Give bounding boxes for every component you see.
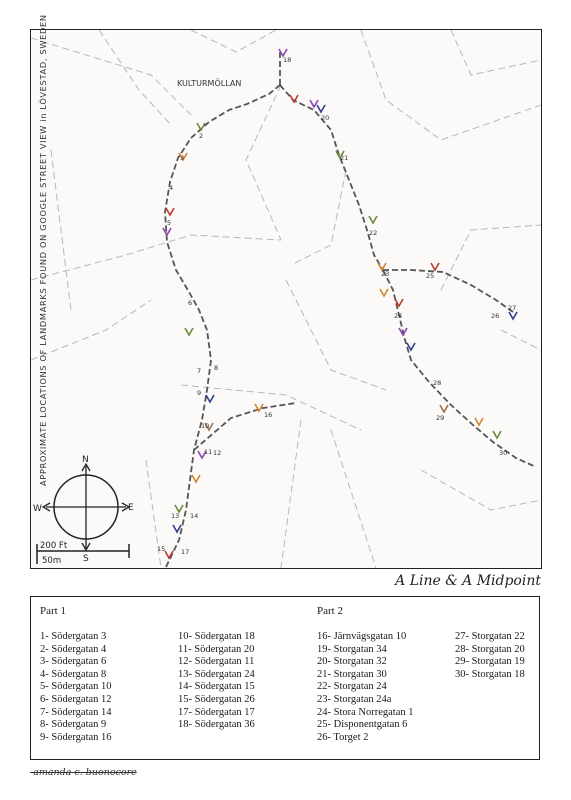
point-label: 23: [381, 270, 390, 278]
point-label: 26: [491, 312, 500, 320]
compass-west: W: [33, 504, 42, 514]
point-label: 21: [340, 154, 349, 162]
landmark-marker: [493, 431, 501, 438]
point-label: 5: [167, 219, 172, 227]
landmark-marker: [175, 505, 183, 512]
point-label: 27: [508, 304, 517, 312]
legend-item: 21- Storgatan 30: [317, 668, 387, 680]
point-label: 25: [426, 272, 435, 280]
legend-item: 24- Stora Norregatan 1: [317, 706, 414, 718]
legend-item: 7- Södergatan 14: [40, 706, 112, 718]
legend-item: 29- Storgatan 19: [455, 656, 525, 668]
point-label: 7: [197, 367, 202, 375]
landmark-marker: [173, 525, 181, 532]
landmark-marker: [509, 312, 517, 319]
legend-item: 4- Södergatan 8: [40, 668, 107, 680]
legend-item: 1- Södergatan 3: [40, 631, 107, 642]
landmark-marker: [380, 289, 388, 296]
landmark-markers: [163, 49, 517, 558]
compass-south: S: [83, 554, 89, 564]
legend-item: 2- Södergatan 4: [40, 643, 107, 655]
legend-item: 30- Storgatan 18: [455, 668, 525, 680]
point-label: 13: [171, 512, 180, 520]
point-label: 3: [180, 154, 185, 162]
landmark-marker: [166, 208, 174, 215]
legend-item: 12- Södergatan 11: [178, 656, 255, 668]
legend-part2-col2: [455, 631, 525, 681]
point-label: 8: [214, 364, 219, 372]
landmark-marker: [440, 405, 448, 412]
legend-item: 16- Järnvägsgatan 10: [317, 631, 407, 642]
legend-item: 18- Södergatan 36: [178, 719, 255, 731]
map-area: [30, 14, 542, 569]
legend-part1-col2: [178, 631, 255, 732]
landmark-marker: [206, 395, 214, 402]
landmark-marker: [378, 263, 386, 270]
scale-feet: 200 Ft: [40, 541, 68, 551]
point-label: 12: [213, 449, 222, 457]
legend-item: 14- Södergatan 15: [178, 681, 255, 693]
legend-item: 13- Södergatan 24: [178, 668, 255, 680]
point-label: 20: [321, 114, 330, 122]
legend-part1-heading: Part 1: [40, 605, 66, 617]
legend-item: 3- Södergatan 6: [40, 656, 107, 668]
point-label: 28: [433, 379, 442, 387]
legend-item: 10- Södergatan 18: [178, 631, 255, 642]
point-label: 22: [369, 229, 378, 237]
artist-signature: -amanda c. buonocore: [30, 767, 137, 778]
point-label: 11: [204, 448, 213, 456]
point-label: 4: [169, 184, 174, 192]
point-label: 24: [394, 312, 403, 320]
page-title: A Line & A Midpoint: [395, 573, 541, 589]
legend-item: 15- Södergatan 26: [178, 693, 255, 705]
legend-item: 9- Södergatan 16: [40, 731, 112, 743]
point-label: 29: [436, 414, 445, 422]
point-label: 2: [199, 132, 204, 140]
legend-item: 8- Södergatan 9: [40, 719, 107, 731]
point-label: 17: [181, 548, 190, 556]
legend-item: 17- Södergatan 17: [178, 706, 255, 718]
compass-north: N: [82, 455, 89, 465]
street-outlines: [31, 14, 541, 568]
route-line: [165, 50, 536, 567]
legend-item: 11- Södergatan 20: [178, 643, 255, 655]
legend-part2-col1: [317, 631, 414, 744]
point-label: 6: [188, 299, 193, 307]
landmark-marker: [197, 123, 205, 130]
point-label: 18: [283, 56, 292, 64]
legend-part1-col1: [40, 631, 112, 744]
legend-item: 5- Södergatan 10: [40, 681, 112, 693]
point-label: 15: [157, 545, 166, 553]
landmark-legend: [30, 596, 540, 760]
point-label: 14: [190, 512, 199, 520]
legend-item: 27- Storgatan 22: [455, 631, 525, 642]
legend-part2-heading: Part 2: [317, 605, 343, 617]
landmark-marker: [369, 216, 377, 223]
scale-meters: 50m: [42, 556, 62, 566]
legend-item: 19- Storgatan 34: [317, 643, 387, 655]
point-label: 10: [201, 422, 210, 430]
legend-item: 20- Storgatan 32: [317, 656, 387, 668]
point-label: 9: [197, 389, 202, 397]
landmark-marker: [317, 105, 325, 112]
legend-item: 6- Södergatan 12: [40, 693, 112, 705]
point-labels: [157, 56, 516, 556]
map-drawing: [31, 14, 541, 568]
legend-item: 26- Torget 2: [317, 731, 369, 743]
landmark-marker: [475, 418, 483, 425]
map-side-caption: APPROXIMATE LOCATIONS OF LANDMARKS FOUND ON GOOGLE STREET VIEW in LÖVESTAD, SWEDEN: [38, 14, 48, 486]
landmark-marker: [192, 475, 200, 482]
place-label: KULTURMÖLLAN: [177, 79, 242, 88]
legend-item: 22- Storgatan 24: [317, 681, 387, 693]
landmark-marker: [185, 328, 193, 335]
legend-item: 28- Storgatan 20: [455, 643, 525, 655]
legend-item: 23- Storgatan 24a: [317, 693, 392, 705]
legend-item: 25- Disponentgatan 6: [317, 719, 408, 731]
point-label: 16: [264, 411, 273, 419]
point-label: 30: [499, 449, 508, 457]
compass-east: E: [128, 503, 134, 513]
landmark-marker: [431, 263, 439, 270]
